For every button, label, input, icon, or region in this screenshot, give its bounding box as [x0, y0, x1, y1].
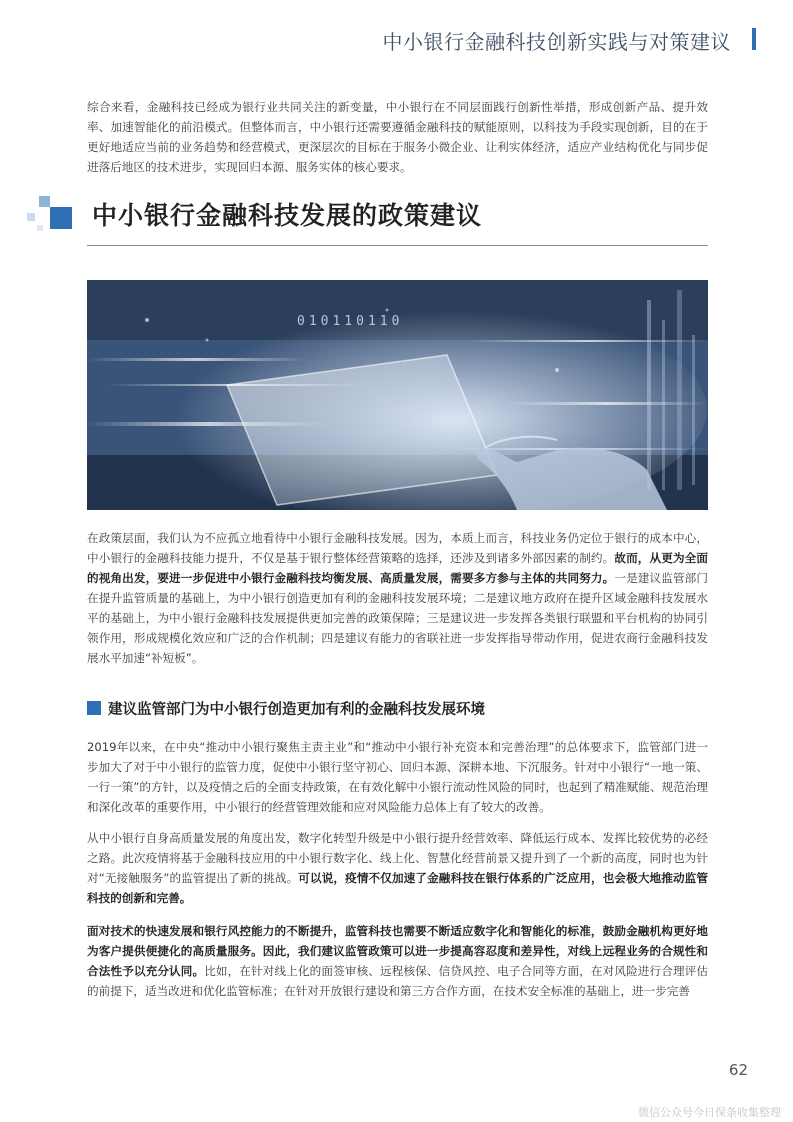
subheading-text: 建议监管部门为中小银行创造更加有利的金融科技发展环境 [108, 701, 485, 718]
regulation-text: 2019年以来，在中央“推动中小银行聚焦主责主业”和“推动中小银行补充资本和完善治理”的总体要求下，监管部门进一步加大了对于中小银行的监管力度，促使中小银行坚守初心、回归本源、深耕本地、下沉服务。针对中小银行“一地一策、一行一策”的方针，以及疫情之后的全面支持政策，在有效化解中小银行流动性风险的同时，也起到了精准赋能、规范治理和深化改革的重要作用，中小银行的经营管理效能和应对风险能力总体上有了较大的改善。 [87, 740, 708, 814]
policy-text-1: 在政策层面，我们认为不应孤立地看待中小银行金融科技发展。因为，本质上而言，科技业务仍定位于银行的成本中心，中小银行的金融科技能力提升，不仅是基于银行整体经营策略的选择，还涉及到诸多外部因素的制约。 [87, 531, 708, 565]
digital-text-1: 从中小银行自身高质量发展的角度出发，数字化转型升级是中小银行提升经营效率、降低运行成本、发挥比较优势的必经之路。此次疫情将基于金融科技应用的中小银行数字化、线上化、智慧化经营前景又提升到了一个新的高度，同时也为针对“无接触服务”的监管提出了新的挑战。 [87, 831, 708, 885]
hero-image [87, 280, 708, 510]
section-title: 中小银行金融科技发展的政策建议 [92, 201, 483, 230]
hero-illustration [87, 280, 708, 510]
regulation-paragraph [87, 737, 708, 817]
header-accent-bar [752, 28, 756, 50]
hero-binary-text: 010110110 [297, 314, 404, 329]
policy-text-2: 一是建议监管部门在提升监管质量的基础上，为中小银行创造更加有利的金融科技发展环境；二是建议地方政府在提升区域金融科技发展水平的基础上，为中小银行金融科技发展提供更加完善的政策保障；三是建议进一步发挥各类银行联盟和平台机构的协同引领作用，形成规模化效应和广泛的合作机制；四是建议有能力的省联社进一步发挥指导带动作用，促进农商行金融科技发展水平加速“补短板”。 [87, 571, 708, 665]
suggestion-paragraph [87, 921, 708, 1001]
intro-text: 综合来看，金融科技已经成为银行业共同关注的新变量，中小银行在不同层面践行创新性举措，形成创新产品、提升效率、加速智能化的前沿模式。但整体而言，中小银行还需要遵循金融科技的赋能原则，以科技为手段实现创新，目的在于更好地适应当前的业务趋势和经营模式，更深层次的目标在于服务小微企业、让利实体经济，适应产业结构优化与同步促进落后地区的技术进步，实现回归本源、服务实体的核心要求。 [87, 100, 708, 174]
watermark: 微信公众号今日保条收集整理 [638, 1106, 781, 1119]
digital-paragraph [87, 828, 708, 908]
digital-bold-1: 可以说，疫情不仅加速了金融科技在银行体系的广泛应用，也会极大地推动监管科技的创新和完善。 [87, 871, 708, 905]
subheading-marker [87, 701, 101, 715]
policy-paragraph [87, 528, 708, 668]
header-title: 中小银行金融科技创新实践与对策建议 [382, 30, 731, 54]
section-divider [87, 245, 708, 246]
policy-bold-1: 故而，从更为全面的视角出发，要进一步促进中小银行金融科技均衡发展、高质量发展，需要多方参与主体的共同努力。 [87, 551, 708, 585]
suggestion-text-1: 比如，在针对线上化的面签审核、远程核保、信贷风控、电子合同等方面，在对风险进行合理评估的前提下，适当改进和优化监管标准；在针对开放银行建设和第三方合作方面，在技术安全标准的基础上，进一步完善 [87, 964, 708, 998]
suggestion-bold-1: 面对技术的快速发展和银行风控能力的不断提升，监管科技也需要不断适应数字化和智能化的标准，鼓励金融机构更好地为客户提供便捷化的高质量服务。因此，我们建议监管政策可以进一步提高容忍度和差异性，对线上远程业务的合规性和合法性予以充分认同。 [87, 924, 708, 978]
intro-paragraph [87, 97, 708, 177]
page-number: 62 [728, 1061, 748, 1079]
subheading [87, 697, 485, 719]
